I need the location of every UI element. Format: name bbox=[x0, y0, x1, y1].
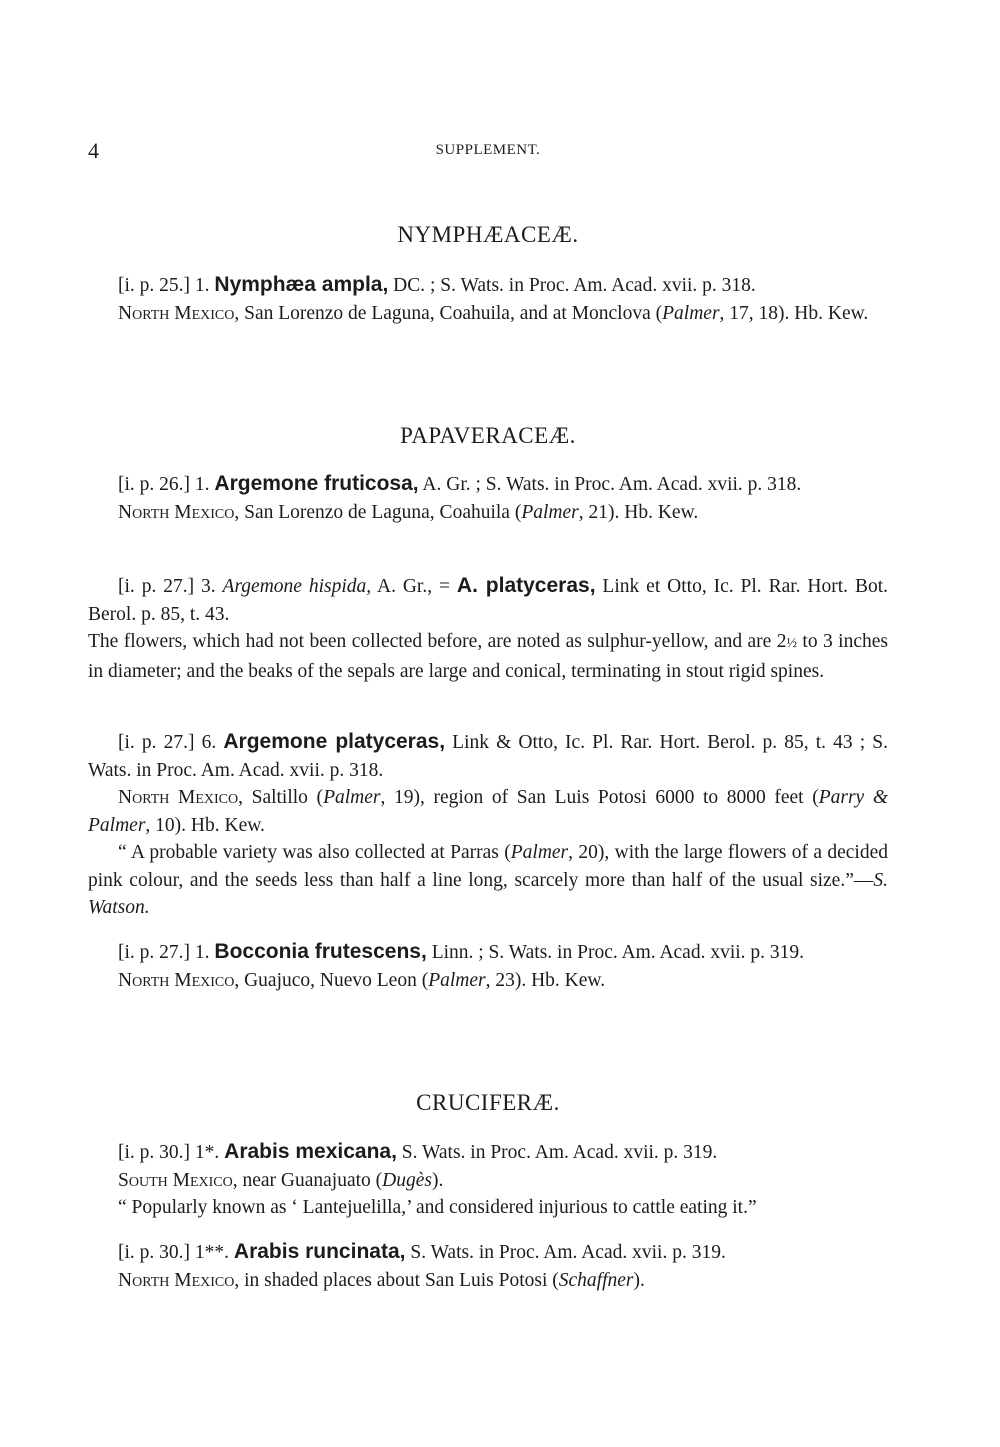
collector-name: Palmer bbox=[521, 501, 579, 523]
family-heading: CRUCIFERÆ. bbox=[416, 1090, 560, 1115]
collector-name: Palmer bbox=[323, 787, 381, 808]
species-citation bbox=[88, 1138, 888, 1167]
species-locality bbox=[88, 1267, 888, 1295]
species-note bbox=[88, 628, 888, 685]
fraction: ½ bbox=[786, 636, 797, 651]
collector-name: Palmer bbox=[428, 969, 486, 991]
region-name: North Mexico bbox=[118, 302, 235, 324]
synonym-name: Argemone hispida, bbox=[222, 576, 372, 597]
page-number: 4 bbox=[88, 138, 99, 163]
synonym-authority: A. Gr., = bbox=[371, 576, 457, 597]
species-locality bbox=[88, 1167, 888, 1195]
species-entry-argemone-hispida bbox=[88, 572, 888, 685]
locality-text: , near Guanajuato ( bbox=[232, 1169, 383, 1191]
species-citation bbox=[88, 1238, 888, 1267]
species-number: 3. bbox=[201, 576, 216, 597]
species-number: 1**. bbox=[194, 1242, 230, 1263]
collector-name: Palmer bbox=[510, 842, 569, 863]
running-head bbox=[88, 138, 888, 168]
species-entry-arabis-mexicana bbox=[88, 1138, 888, 1222]
locality-end: , 10). Hb. Kew. bbox=[145, 814, 265, 836]
collector-name: Palmer bbox=[662, 302, 720, 324]
species-authority: Link & Otto, Ic. Pl. Rar. Hort. Berol. p. 85, t. 43 ; S. Wats. in Proc. Am. Acad. xvii. p. 318. bbox=[88, 732, 889, 781]
collector-name: Parry & Palmer bbox=[88, 787, 889, 836]
species-locality bbox=[88, 967, 888, 995]
locality-end: , 21). Hb. Kew. bbox=[578, 501, 699, 523]
region-name: North Mexico bbox=[118, 969, 235, 991]
species-entry-bocconia bbox=[88, 938, 888, 994]
volume-reference: [i. p. 27.] bbox=[118, 576, 195, 597]
collector-name: Dugès bbox=[382, 1169, 432, 1191]
species-authority: S. Wats. in Proc. Am. Acad. xvii. p. 319. bbox=[396, 1142, 718, 1163]
species-locality bbox=[88, 499, 888, 527]
region-name: North Mexico bbox=[118, 787, 239, 808]
family-heading: PAPAVERACEÆ. bbox=[400, 423, 576, 448]
species-citation bbox=[88, 938, 888, 967]
volume-reference: [i. p. 30.] bbox=[118, 1242, 191, 1263]
volume-reference: [i. p. 27.] bbox=[118, 732, 195, 753]
region-name: North Mexico bbox=[118, 501, 235, 523]
species-citation bbox=[88, 572, 888, 628]
family-heading: NYMPHÆACEÆ. bbox=[397, 222, 579, 247]
species-name: A. platyceras, bbox=[456, 574, 596, 597]
species-number: 6. bbox=[201, 732, 217, 753]
species-authority: Link et Otto, Ic. Pl. Rar. Hort. Bot. Berol. p. 85, t. 43. bbox=[88, 576, 889, 625]
locality-text: , 19), region of San Luis Potosi 6000 to 8000 feet ( bbox=[380, 787, 819, 808]
quote-author: S. Watson. bbox=[88, 869, 888, 918]
species-name: Argemone platyceras, bbox=[223, 730, 446, 753]
species-citation bbox=[88, 271, 888, 300]
volume-reference: [i. p. 30.] bbox=[118, 1142, 191, 1163]
locality-text: , Guajuco, Nuevo Leon ( bbox=[234, 969, 429, 991]
locality-end: , 17, 18). Hb. Kew. bbox=[719, 302, 869, 324]
species-number: 1*. bbox=[194, 1142, 220, 1163]
locality-text: , Saltillo ( bbox=[238, 787, 324, 808]
quote-text: , 20), with the large flowers of a decided pink colour, and the seeds less than half a line long, scarcely more than half of the usual size.”— bbox=[88, 842, 888, 891]
quote-text: “ A probable variety was also collected at Parras ( bbox=[118, 842, 511, 863]
species-entry-argemone-platyceras bbox=[88, 728, 888, 922]
species-entry-arabis-runcinata bbox=[88, 1238, 888, 1294]
species-entry-argemone-fruticosa bbox=[88, 470, 888, 526]
locality-end: ). bbox=[431, 1169, 444, 1191]
locality-end: , 23). Hb. Kew. bbox=[485, 969, 606, 991]
volume-reference: [i. p. 25.] bbox=[118, 275, 191, 296]
volume-reference: [i. p. 26.] bbox=[118, 474, 191, 495]
species-name: Arabis mexicana, bbox=[224, 1140, 397, 1163]
species-name: Nymphæa ampla, bbox=[214, 273, 389, 296]
locality-text: , San Lorenzo de Laguna, Coahuila ( bbox=[234, 501, 522, 523]
species-number: 1. bbox=[194, 942, 210, 963]
species-locality bbox=[88, 784, 888, 839]
running-title: SUPPLEMENT. bbox=[435, 142, 541, 158]
note-text: The flowers, which had not been collected before, are noted as sulphur-yellow, and are 2 bbox=[88, 631, 787, 652]
species-name: Bocconia frutescens, bbox=[214, 940, 427, 963]
species-number: 1. bbox=[194, 275, 210, 296]
species-authority: S. Wats. in Proc. Am. Acad. xvii. p. 319. bbox=[405, 1242, 726, 1263]
species-citation bbox=[88, 470, 888, 499]
species-authority: Linn. ; S. Wats. in Proc. Am. Acad. xvii. p. 319. bbox=[426, 942, 805, 963]
note-text: to 3 inches in diameter; and the beaks of the sepals are large and conical, terminating in stout rigid spines. bbox=[88, 631, 888, 682]
volume-reference: [i. p. 27.] bbox=[118, 942, 191, 963]
species-citation bbox=[88, 728, 888, 784]
species-quote bbox=[88, 839, 888, 922]
species-authority: A. Gr. ; S. Wats. in Proc. Am. Acad. xvii. p. 318. bbox=[418, 474, 802, 495]
species-locality bbox=[88, 300, 888, 328]
collector-name: Schaffner bbox=[558, 1269, 634, 1291]
locality-end: ). bbox=[633, 1269, 645, 1291]
species-number: 1. bbox=[194, 474, 210, 495]
species-quote: “ Popularly known as ‘ Lantejuelilla,’ and considered injurious to cattle eating it.” bbox=[118, 1197, 757, 1218]
species-entry-nymphaea bbox=[88, 271, 888, 327]
locality-text: , San Lorenzo de Laguna, Coahuila, and at Monclova ( bbox=[234, 302, 663, 324]
species-name: Arabis runcinata, bbox=[233, 1240, 406, 1263]
locality-text: , in shaded places about San Luis Potosi ( bbox=[234, 1269, 559, 1291]
region-name: South Mexico bbox=[118, 1169, 233, 1191]
species-name: Argemone fruticosa, bbox=[214, 472, 419, 495]
species-authority: DC. ; S. Wats. in Proc. Am. Acad. xvii. p. 318. bbox=[388, 275, 756, 296]
region-name: North Mexico bbox=[118, 1269, 235, 1291]
